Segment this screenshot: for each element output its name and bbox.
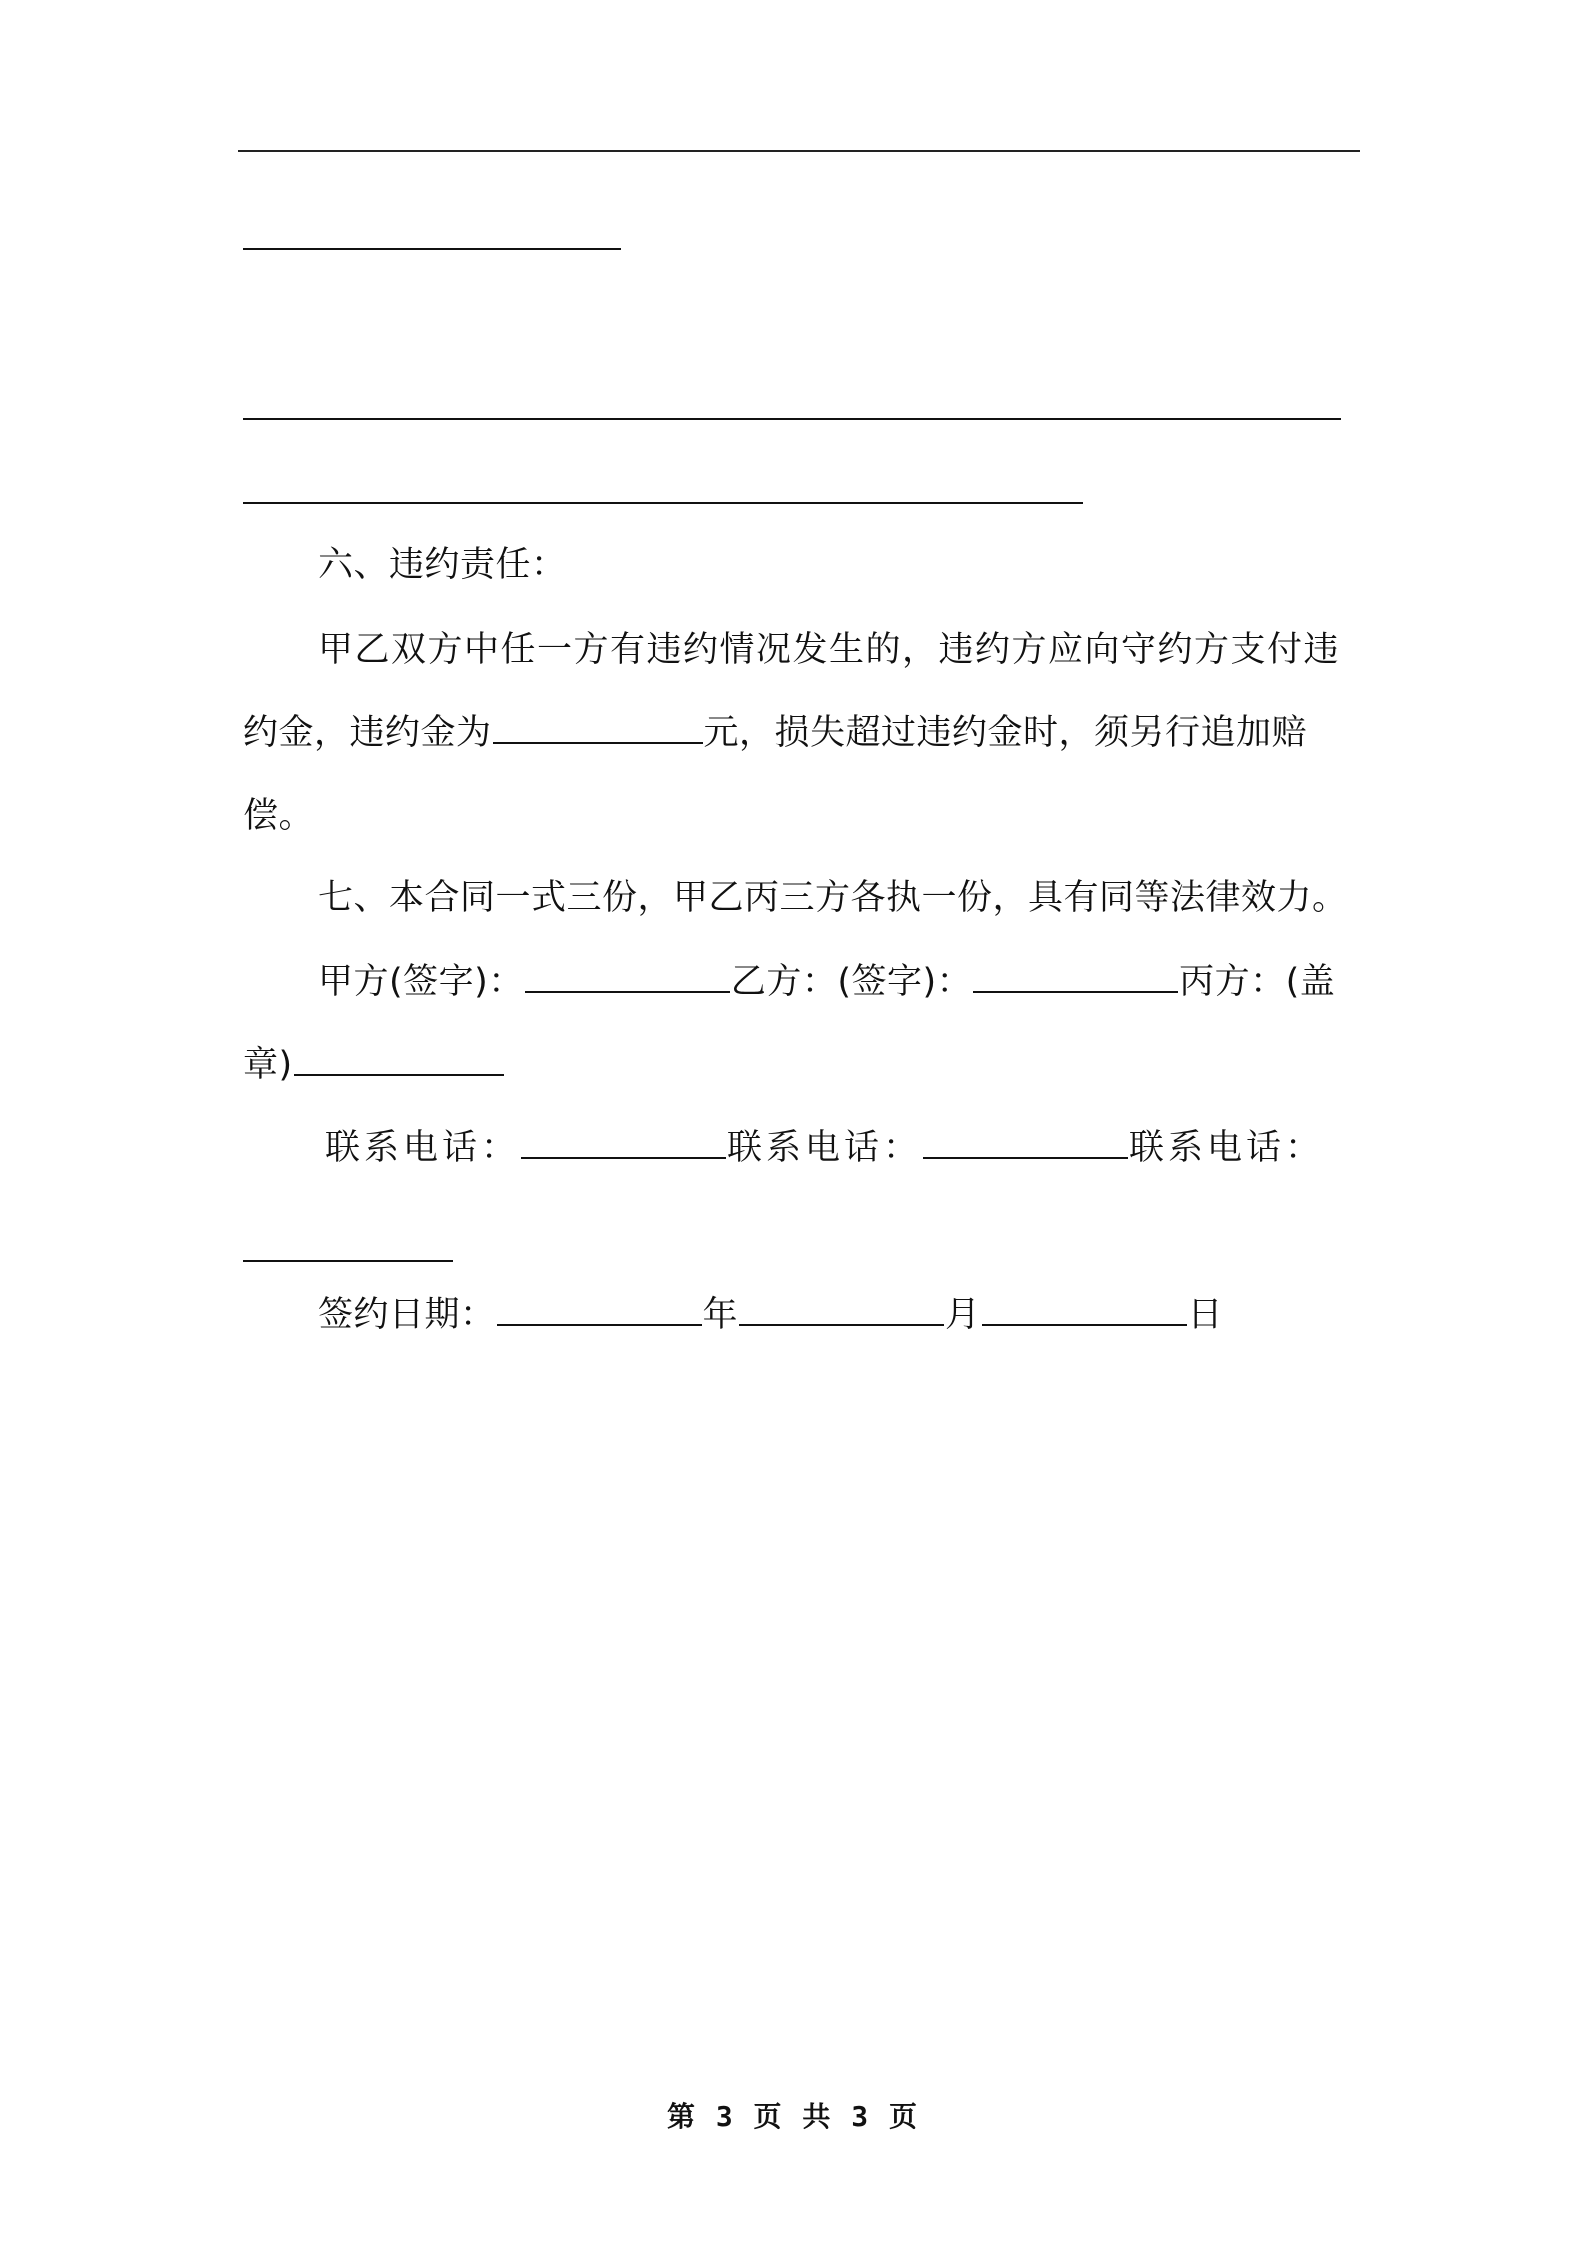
page-footer: 第 3 页 共 3 页: [666, 2100, 919, 2133]
party-b-signature-blank[interactable]: [973, 961, 1178, 993]
day-blank[interactable]: [982, 1294, 1187, 1326]
party-c-seal-blank[interactable]: [294, 1044, 504, 1076]
blank-line-2: [243, 418, 1341, 420]
section6-heading: 六、违约责任：: [318, 545, 567, 585]
contacts-line: 联系电话： 联系电话： 联系电话：: [325, 1128, 1325, 1168]
year-blank[interactable]: [497, 1294, 702, 1326]
section7-text: 七、本合同一式三份，甲乙丙三方各执一份，具有同等法律效力。: [318, 878, 1348, 918]
phone-a-blank[interactable]: [521, 1127, 726, 1159]
section6-paragraph-line3: 偿。: [243, 796, 315, 836]
phone-b-blank[interactable]: [923, 1127, 1128, 1159]
month-blank[interactable]: [739, 1294, 944, 1326]
section6-paragraph-line2: 约金，违约金为 元，损失超过违约金时，须另行追加赔: [243, 713, 1308, 753]
party-a-signature-blank[interactable]: [525, 961, 730, 993]
signing-date-line: 签约日期： 年 月 日: [318, 1295, 1224, 1335]
signatures-line1: 甲方(签字)： 乙方：(签字)： 丙方：(盖: [318, 962, 1336, 1002]
phone-c-blank[interactable]: [243, 1260, 453, 1262]
signatures-line2: 章): [243, 1035, 1358, 1095]
penalty-amount-blank[interactable]: [493, 712, 703, 744]
blank-line-1: [243, 248, 621, 250]
blank-line-3: [243, 502, 1083, 504]
header-rule: [238, 150, 1360, 152]
section6-paragraph-line1: 甲乙双方中任一方有违约情况发生的，违约方应向守约方支付违: [318, 630, 1341, 670]
